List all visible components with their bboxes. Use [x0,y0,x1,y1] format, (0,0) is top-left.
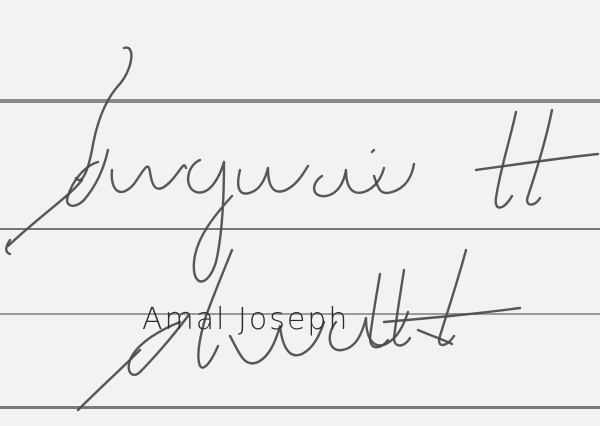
signature-stroke [527,110,552,205]
signature-stroke [238,166,308,194]
signature-stroke [67,150,108,206]
signature-stroke [439,250,466,345]
printed-name: Amal Joseph [142,302,350,337]
signature-stroke [372,150,374,152]
signature-stroke [76,48,131,181]
signature-stroke [418,330,452,344]
signature-stroke [370,274,388,347]
signature-stroke [314,168,384,196]
signature-stroke [78,350,140,410]
signature-stroke [496,112,516,208]
signature-stroke [384,308,520,322]
signature-stroke [112,165,186,192]
